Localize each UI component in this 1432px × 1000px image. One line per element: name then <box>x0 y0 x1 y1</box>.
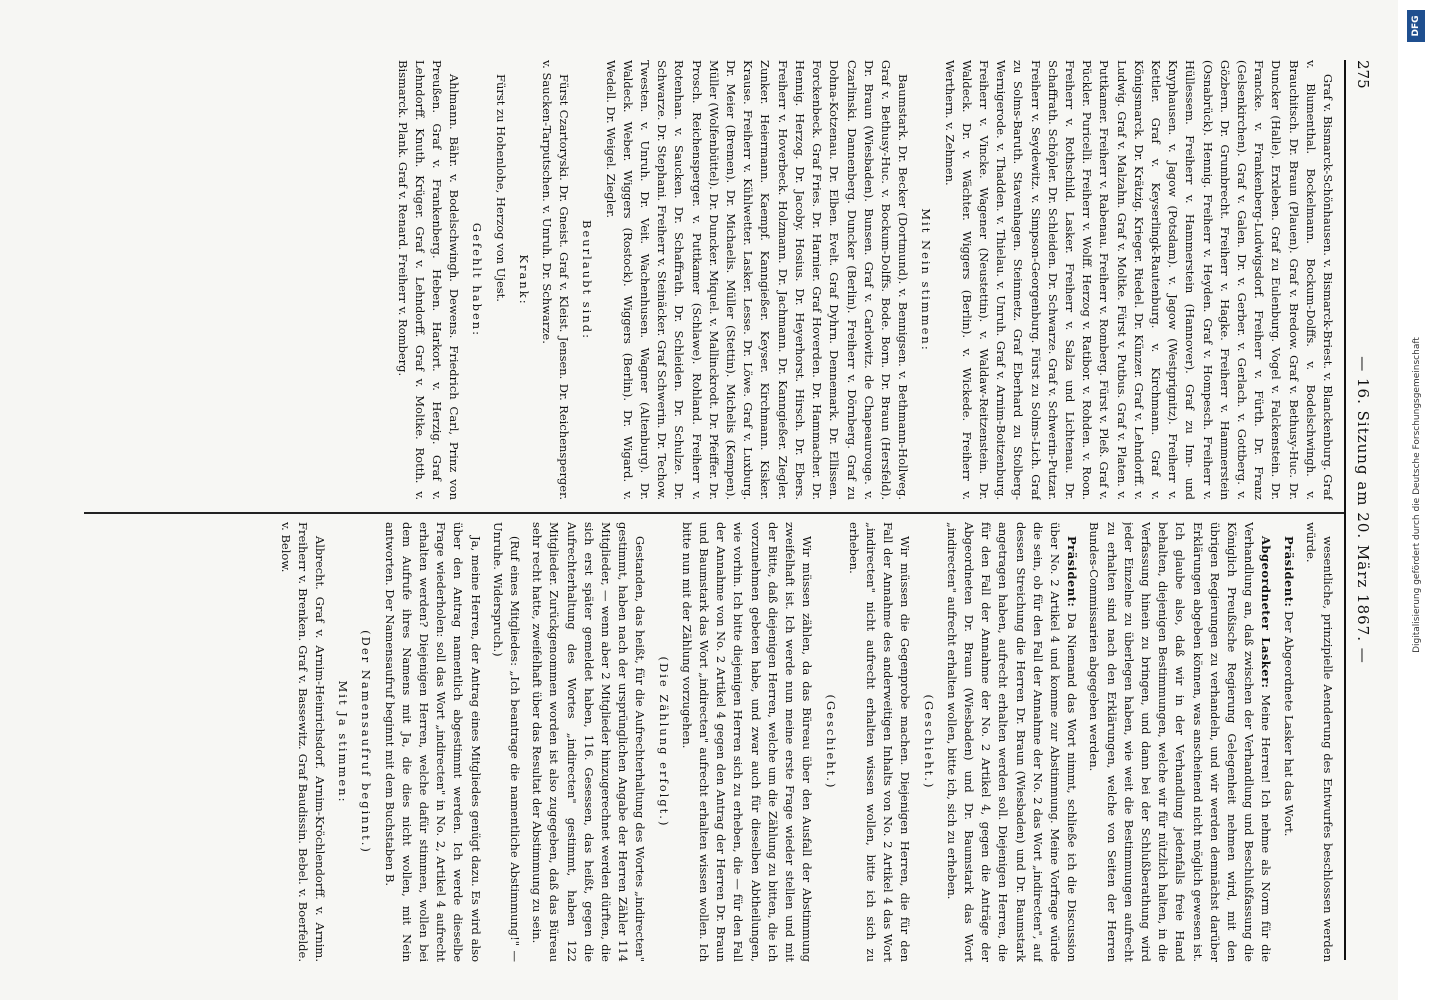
section-heading-text: Mit Nein stimmen: <box>919 208 934 352</box>
paragraph-text: Fürst zu Hohenlohe, Herzog von Ujest. <box>493 74 508 302</box>
paragraph <box>489 522 523 962</box>
paragraph <box>943 522 1081 962</box>
paragraph <box>601 60 911 500</box>
paragraph <box>276 522 328 962</box>
paragraph-text: Baumstark. Dr. Becker (Dortmund). v. Bennigsen. v. Bethmann-Hollweg. Graf v. Bethusy-Huc. v. Bockum-Dolffs. Bode. Born. Dr. Braun (Hersfeld). Dr. Braun (Wiesbaden). Bunsen. Graf v. Carlowitz. de Chapeaurouge. v. Czarlinski. Dannenberg. Duncker (Berlin). Freiherr v. Dörnberg. Graf zu Dohna-Kotzenau. Dr. Elben. Evelt. Graf Dyhrn. Dennemark. Dr. Ellissen. Forckenbeck. Graf Fries. Dr. Harnier. Graf Hoverden. Dr. Hammacher. Dr. Hennig. Herzog. Dr. Jacoby. Hosius. Dr. Heyerhorst. Hirsch. Dr. Ebers. Freiherr v. Hoverbeck. Holzmann. Dr. Jachmann. Dr. Kanngießer. Ziegler. Zunker. Heiermann. Kaempf. Kanngießer. Keyser. Kirchmann. Kisker. Krause. Freiherr v. Kühlwetter. Lasker. Lesse. Dr. Löwe. Graf v. Luxburg. Dr. Meier (Bremen). Dr. Michaelis. Müller (Stettin). Michelis (Kempen). Müller (Wolfenbüttel). Dr. Duncker. Miquel. v. Mallinckrodt. Dr. Pfeiffer. Dr. Prosch. Reichensperger. v. Puttkamer (Schlawe). Rohland. Freiherr v. Rotenhan. v. Saucken. Dr. Schaffrath. Dr. Schleiden. Dr. Schulze. Dr. Schwarze. Dr. Stephani. Freiherr v. Steinäcker. Graf Schwerin. Dr. Techow. Twesten. v. Unruh. Dr. Veit. Wachenhusen. Wagner (Altenburg). Dr. Waldeck. Weber. Wiggers (Rostock). Wiggers (Berlin). Dr. Wigard. v. Wedell. Dr. Weigel. Ziegler. <box>603 60 911 500</box>
paragraph <box>393 60 462 500</box>
section-heading <box>468 60 485 500</box>
section-heading <box>334 522 351 962</box>
dfg-logo: DFG <box>1407 10 1425 42</box>
section-heading <box>578 60 595 500</box>
paragraph-text: Wir müssen die Gegenprobe machen. Diejenigen Herren, die für den Fall der Annahme des anderweitigen Inhalts von No. 2 Artikel 4 das Wort „indirecten" nicht aufrecht erhalten wissen wollen, bitte ich sich zu erheben. <box>846 522 913 962</box>
page-number: 275 <box>1354 60 1372 89</box>
paragraph <box>380 522 483 962</box>
paragraph <box>491 60 508 500</box>
rotated-page <box>70 40 1380 980</box>
left-column <box>86 60 1336 500</box>
paragraph <box>538 60 572 500</box>
paragraph-text: (Ruf eines Mitgliedes: „Ich beantrage die namentliche Abstimmung!" — Unruhe. Widerspruch.) <box>490 522 523 962</box>
section-heading <box>917 60 934 500</box>
column-divider <box>84 512 1344 514</box>
section-heading-text: Beurlaubt sind: <box>580 220 595 340</box>
page-header <box>1346 60 1372 960</box>
paragraph-text: Fürst Czartoryski. Dr. Gneist. Graf v. Kleist. Jensen. Dr. Reichensperger. v. Saucken-Tarputschen. v. Unruh. Dr. Schwarze. <box>540 60 572 500</box>
section-heading-text: (Der Namensaufruf beginnt.) <box>359 630 374 854</box>
paragraph-text: Der Abgeordnete Lasker hat das Wort. <box>1281 610 1296 837</box>
section-heading <box>919 522 936 962</box>
section-heading <box>357 522 374 962</box>
section-heading <box>515 60 532 500</box>
paragraph-text: Da Niemand das Wort nimmt, schließe ich die Discussion über No. 2 Artikel 4 und komme zur Abstimmung. Meine Vorfrage würde die sein, ob für den Fall der Annahme der No. 2 das Wort „indirecten", auf dessen Streichung die Herren Dr. Braun (Wiesbaden) und Dr. Baumstark angetragen haben, aufrecht erhalten werden soll. Diejenigen Herren, die für den Fall der Annahme der No. 2 Artikel 4, gegen die Anträge der Abgeordneten Dr. Braun (Wiesbaden) und Dr. Baumstark das Wort „indirecten" aufrecht erhalten wollen, bitte ich, sich zu erheben. <box>944 522 1080 962</box>
paragraph-text: Ahlmann. Bähr. v. Bodelschwingh. Dewens. Friedrich Carl, Prinz von Preußen. Graf v. Frankenberg. Heben. Harkort. v. Herzig. Graf v. Lehndorff. Knuth. Krüger. Graf v. Lehndorff. Graf v. Moltke. Rotth. v. Bismarck. Plank. Graf v. Renard. Freiherr v. Romberg. <box>395 60 462 500</box>
section-heading-text: (Geschieht.) <box>823 694 838 790</box>
paragraph-text: Ja, meine Herren, der Antrag eines Mitgliedes genügt dazu. Es wird also über den Antrag namentlich abgestimmt werden. Ich werde dieselbe Frage wiederholen: soll das Wort „indirecten" in No. 2, Artikel 4 aufrecht erhalten werden? Diejenigen Herren, welche dafür stimmen, wollen bei dem Aufrufe ihres Namens mit Ja, die dies nicht wollen, mit Nein antworten. Der Namensaufruf beginnt mit dem Buchstaben B. <box>382 522 483 962</box>
section-heading-text: Mit Ja stimmen: <box>336 680 351 804</box>
paragraph-text: wesentliche, prinzipielle Aenderung des Entwurfes beschlossen werden würde. <box>1303 522 1335 962</box>
section-heading <box>654 522 671 962</box>
right-column <box>86 522 1336 962</box>
speaker-name: Abgeordneter Lasker: <box>1259 536 1274 689</box>
speaker-name: Präsident: <box>1281 536 1296 608</box>
paragraph <box>1085 522 1274 962</box>
paragraph-text: Gestanden, das heißt, für die Aufrechterhaltung des Wortes „indirecten" gestimmt, haben nach der ursprünglichen Angabe der Herren Zähler 114 Mitglieder, — wenn aber 2 Mitglieder hinzugerechnet werden dürften, die sich erst später gemeldet haben, 116. Gesessen, das heißt, gegen die Aufrechterhaltung des Wortes „indirecten" gestimmt, haben 122 Mitglieder. Zurückgenommen worden ist also zugegeben, daß das Büreau sehr recht hatte, zweifelhaft über das Resultat der Abstimmung zu sein. <box>530 522 648 962</box>
paragraph <box>678 522 816 962</box>
running-head: — 16. Sitzung am 20. März 1867. — <box>1354 356 1372 664</box>
paragraph-text: Albrecht. Graf v. Arnim-Heinrichsdorf. Arnim-Kröchlendorff. v. Arnim. Freiherr v. Brenken. Graf v. Bassewitz. Graf Baudissin. Bebel. v. Boerfelde. v. Below. <box>278 522 328 962</box>
header-rule <box>1344 60 1346 960</box>
paragraph-text: Meine Herren! Ich nehme als Norm für die Verhandlung an, daß zwischen der Verhandlung und Beschlußfassung die Königlich Preußische Regierung Gelegenheit nehmen wird, mit den übrigen Regierungen zu verhandeln, und wir werden demnächst darüber Erklärungen abgeben können, was anscheinend nicht möglich gewesen ist. Ich glaube also, daß wir in der Verhandlung jedenfalls freie Hand behalten, diejenigen Bestimmungen, welche wir für nützlich halten, in die Verfassung hinein zu bringen, und dann bei der Schlußberathung wird jeder Einzelne zu überlegen haben, wie weit die Bestimmungen aufrecht zu erhalten sind nach den Erklärungen, welche von Seiten der Herren Bundes-Commissarien abgegeben werden. <box>1087 522 1274 962</box>
paragraph-text: Graf v. Bismarck-Schönhausen. v. Bismarck-Briest. v. Blanckenburg. Graf v. Blumenthal. Bockelmann. Bockum-Dolffs. v. Bodelschwingh. v. Brauchitsch. Dr. Braun (Plauen). Graf v. Bredow. Graf v. Bethusy-Huc. Dr. Duncker (Halle). Erxleben. Graf zu Eulenburg. Vogel v. Falckenstein. Dr. Francke. v. Frankenberg-Ludwigsdorf. Freiherr v. Fürth. Dr. Franz (Gelsenkirchen). Graf v. Galen. Dr. v. Gerber. v. Gerlach. v. Gottberg. v. Gözbern. Dr. Grumbrecht. Freiherr v. Hagke. Freiherr v. Hammerstein (Osnabrück). Hennig. Freiherr v. Heyden. Graf v. Hompesch. Freiherr v. Hüllessem. Freiherr v. Hammerstein (Hannover). Graf zu Inn- und Knyphausen. v. Jagow (Potsdam). v. Jagow (Westprignitz). Freiherr v. Kettler. Graf v. Keyserlingk-Rautenburg. v. Kirchmann. Graf v. Königsmarck. Dr. Krätzig. Krieger. Riedel. Dr. Künzer. Graf v. Lehndorff. v. Ludwig. Graf v. Malzahn. Graf v. Moltke. Fürst v. Putbus. Graf v. Platen. v. Puttkamer. Freiherr v. Rabenau. Freiherr v. Romberg. Fürst v. Pleß. Graf v. Pückler. Puricelli. Freiherr v. Wolff. Herzog v. Ratibor. v. Rohden. v. Roon. Freiherr v. Rothschild. Lasker. Freiherr v. Salza und Lichtenau. Dr. Schaffrath. Schöpler. Dr. Schleiden. Dr. Schwarze. Graf v. Schwerin-Putzar. Freiherr v. Seydewitz. v. Simpson-Georgenburg. Fürst zu Solms-Lich. Graf zu Solms-Baruth. Stavenhagen. Steinmetz. Graf Eberhard zu Stolberg-Wernigerode. v. Thadden. v. Thielau. v. Unruh. Graf v. Arnim-Boitzenburg. Freiherr v. Vincke. Wagener (Neustettin). v. Waldaw-Reitzenstein. Dr. Waldeck. Dr. v. Wächter. Wiggers (Berlin). v. Wickede. Freiherr v. Werthern. v. Zehmen. <box>942 60 1335 500</box>
paragraph <box>845 522 914 962</box>
section-heading-text: (Geschieht.) <box>921 694 936 790</box>
section-heading-text: (Die Zählung erfolgt.) <box>656 656 671 828</box>
section-heading-text: Gefehlt haben: <box>470 222 485 338</box>
section-heading <box>821 522 838 962</box>
paragraph <box>1279 522 1296 962</box>
paragraph <box>940 60 1336 500</box>
paragraph <box>528 522 648 962</box>
section-heading-text: Krank: <box>516 254 531 306</box>
speaker-name: Präsident: <box>1065 536 1080 608</box>
paragraph <box>1302 522 1336 962</box>
paragraph-text: Wir müssen zählen, da das Büreau über den Ausfall der Abstimmung zweifelhaft ist. Ich werde nun meine erste Frage wieder stellen und mit der Bitte, daß diejenigen Herren, welche um die Zählung zu bitten, die ich vorzunehmen gebeten habe, und zwar auch für dieselben Abtheilungen, wie vorhin. Ich bitte diejenigen Herren sich zu erheben, die — für den Fall der Annahme von No. 2 Artikel 4 gegen den Antrag der Herren Dr. Braun und Baumstark das Wort „indirecten" aufrecht erhalten wissen wollen. Ich bitte nun mit der Zählung vorzugehen. <box>679 522 815 962</box>
